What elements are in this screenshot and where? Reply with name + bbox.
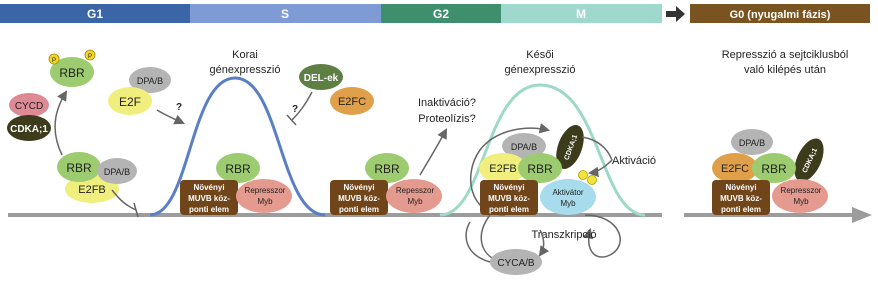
e2fb-late-label: E2FB	[489, 163, 517, 175]
muvb-g2-l1: Növényi	[343, 183, 375, 192]
cyca-label: CYCA/B	[497, 258, 535, 269]
rbr-late-label: RBR	[527, 162, 553, 176]
cyca-to-cdka-arrow	[466, 222, 490, 262]
arrow-to-rbr-p	[55, 92, 66, 155]
phase-g0-label: G0 (nyugalmi fázis)	[729, 9, 831, 21]
rbr-g1-label: RBR	[66, 161, 92, 175]
cycd-label: CYCD	[14, 101, 44, 112]
cdka-g0-label: CDKA;1	[801, 147, 820, 175]
del-label: DEL-ek	[303, 73, 339, 84]
dna-line-g0-arrowhead	[852, 207, 872, 223]
e2f-label: E2F	[118, 95, 142, 109]
g0-heading-2: való kilépés után	[744, 64, 826, 76]
muvb-g0-l2: MUVB köz-	[720, 194, 762, 203]
phase-bar	[0, 4, 870, 23]
phase-s-label: S	[280, 7, 290, 21]
phase-g1-label: G1	[86, 7, 104, 21]
muvb-late-l3: ponti elem	[488, 205, 530, 214]
repressor-g2-l1: Repesszor	[395, 186, 435, 195]
repressor-myb-g2	[386, 179, 442, 213]
rbr-g0-label: RBR	[761, 162, 787, 176]
inhibit-early	[287, 92, 312, 125]
muvb-early-l2: MUVB köz-	[188, 194, 230, 203]
arrow-inactivation	[420, 130, 446, 175]
phospho-dot-1-label: P	[51, 58, 57, 64]
dpab-g1-label: DPA/B	[103, 167, 131, 177]
phospho-dot-late-2	[588, 176, 597, 185]
dpab-early-label: DPA/B	[136, 76, 164, 86]
inactivation-label-1: Inaktiváció?	[417, 97, 477, 109]
cdka-late-label: CDKA;1	[563, 133, 580, 162]
late-heading-2: génexpresszió	[504, 64, 576, 76]
inactivation-label-2: Proteolízis?	[418, 113, 476, 125]
muvb-g0-l1: Növényi	[725, 183, 757, 192]
activator-l1: Aktivátor	[552, 188, 584, 197]
muvb-late-l2: MUVB köz-	[488, 194, 530, 203]
muvb-early-l1: Növényi	[193, 183, 225, 192]
repressor-myb-g0	[772, 179, 828, 213]
early-heading-1: Korai	[232, 49, 258, 61]
repressor-myb-early	[236, 179, 292, 213]
muvb-early-l3: ponti elem	[188, 205, 230, 214]
phospho-dot-late-1	[579, 171, 588, 180]
activator-l2: Myb	[560, 199, 576, 208]
g0-heading-1: Represszió a sejtciklusból	[721, 49, 849, 61]
cdka-g1-label: CDKA;1	[10, 124, 48, 135]
question-mark-1: ?	[176, 102, 183, 113]
repressor-early-l1: Represszor	[244, 186, 286, 195]
phase-g2-label: G2	[432, 7, 450, 21]
repressor-g2-l2: Myb	[407, 197, 423, 206]
muvb-late-l1: Növényi	[493, 183, 525, 192]
repressor-early-l2: Myb	[257, 197, 273, 206]
rbr-early-label: RBR	[225, 162, 251, 176]
dpab-late-label: DPA/B	[510, 142, 538, 152]
inhibit-g1	[112, 190, 138, 217]
transcription-label: Transzkripció	[531, 229, 597, 241]
rbr-p-label: RBR	[59, 66, 85, 80]
early-heading-2: génexpresszió	[209, 64, 281, 76]
muvb-g2-l3: ponti elem	[338, 205, 380, 214]
e2fc-label: E2FC	[337, 96, 367, 108]
activation-label: Aktiváció	[612, 155, 657, 167]
question-mark-2: ?	[292, 104, 299, 115]
phase-m-label: M	[576, 7, 586, 21]
repressor-g0-l1: Represszor	[780, 186, 822, 195]
arrow-activation	[590, 160, 612, 173]
muvb-g2-l2: MUVB köz-	[338, 194, 380, 203]
e2fb-g1-label: E2FB	[78, 184, 106, 196]
activator-myb	[540, 179, 596, 215]
rbr-g2-label: RBR	[374, 162, 400, 176]
repressor-g0-l2: Myb	[793, 197, 809, 206]
phospho-dot-2-label: P	[87, 54, 93, 60]
e2fc-g0-label: E2FC	[720, 163, 750, 175]
g0-arrow	[666, 6, 685, 22]
muvb-g0-l3: ponti elem	[720, 205, 762, 214]
late-heading-1: Késői	[526, 49, 554, 61]
dpab-g0-label: DPA/B	[738, 138, 766, 148]
